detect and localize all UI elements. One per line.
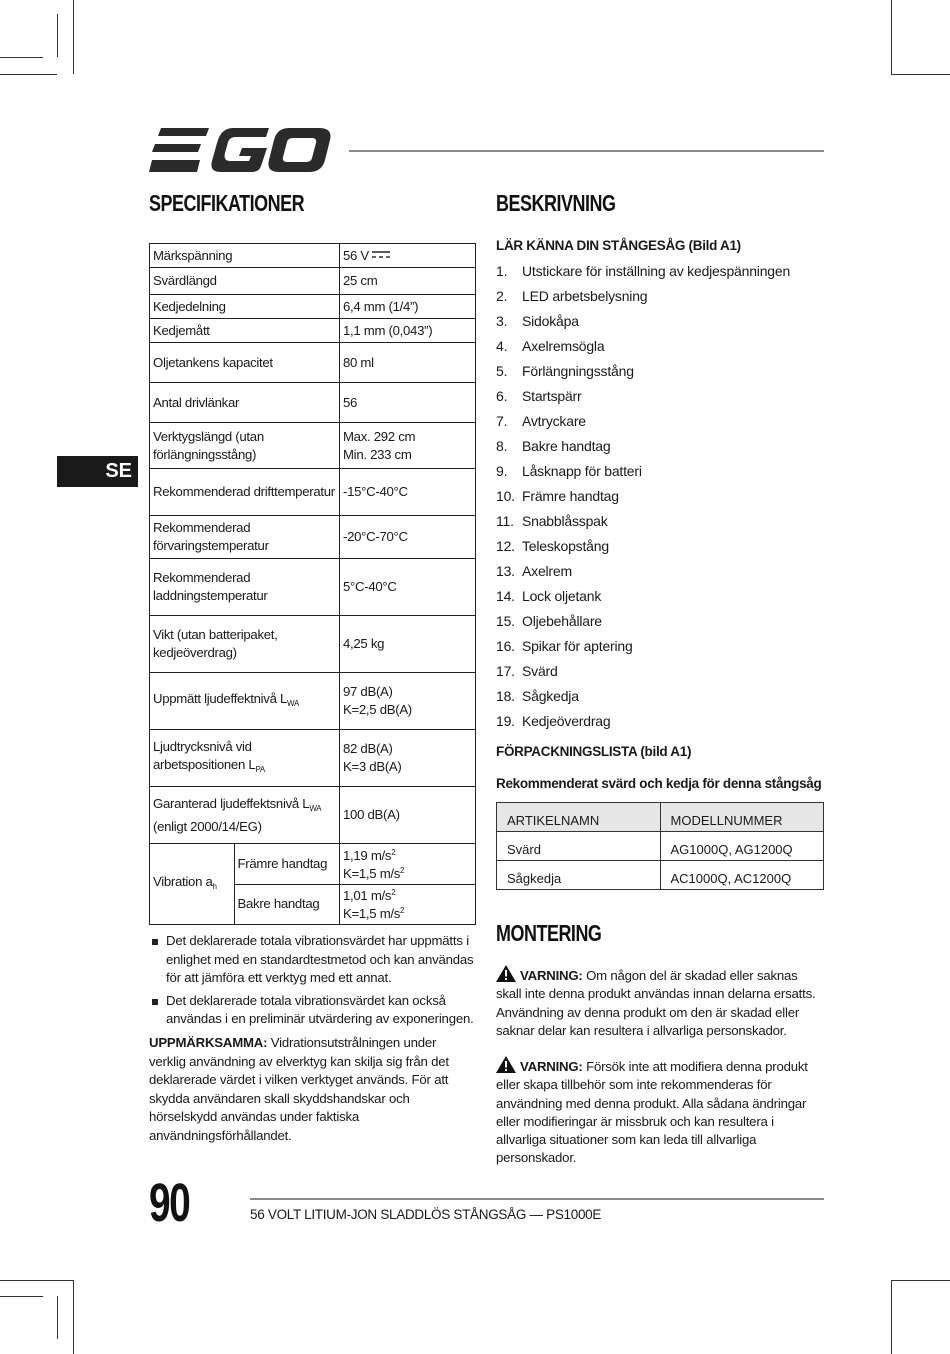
packing-list-title: FÖRPACKNINGSLISTA (bild A1) (496, 744, 692, 759)
vibration-cell (150, 844, 340, 925)
page-number: 90 (149, 1173, 190, 1233)
crop-mark (891, 1280, 892, 1354)
crop-mark (0, 57, 43, 58)
list-item: 18. Sågkedja (496, 688, 579, 704)
list-item: 10. Främre handtag (496, 488, 619, 504)
table-row (150, 383, 476, 423)
footer-title: 56 VOLT LITIUM-JON SLADDLÖS STÅNGSÅG — PS1000E (250, 1207, 602, 1222)
table-row (150, 516, 476, 559)
crop-mark (57, 14, 58, 57)
spec-label: Vikt (utan batteripaket, kedjeöverdrag) (150, 616, 340, 673)
warning-triangle-icon (496, 965, 516, 982)
front-handle-value: 1,19 $m/s^2$ K=1,5 $m/s^2$ (340, 845, 475, 885)
parts-list (496, 259, 790, 734)
table-row (150, 787, 476, 844)
list-item: 1. Utstickare för inställning av kedjespänningen (496, 263, 791, 279)
spec-value: -20°C-70°C (340, 516, 476, 559)
list-item: Det deklarerade totala vibrationsvärdet kan också användas i en preliminär utvärdering av exponeringen. (149, 992, 476, 1029)
language-tab: SE (57, 456, 138, 487)
table-row (150, 343, 476, 383)
dc-symbol-icon (372, 251, 390, 259)
list-item: Det deklarerade totala vibrationsvärdet har uppmätts i enlighet med en standardtestmetod och kan användas för att jämföra ett verktyg med ett annat. (149, 932, 476, 988)
attention-label: UPPMÄRKSAMMA: (149, 1035, 268, 1050)
table-row (150, 616, 476, 673)
vibration-values (340, 844, 476, 925)
table-row (150, 559, 476, 616)
spec-label: Rekommenderad drifttemperatur (150, 469, 340, 516)
spec-value: 5°C-40°C (340, 559, 476, 616)
list-item: 7. Avtryckare (496, 413, 586, 429)
spec-value: 6,4 mm (1/4”) (340, 295, 476, 319)
assembly-heading: MONTERING (496, 920, 602, 946)
crop-mark (73, 1280, 74, 1354)
spec-label: Märkspänning (150, 244, 340, 268)
table-row (150, 268, 476, 295)
spec-value: 25 cm (340, 268, 476, 295)
list-item: 13. Axelrem (496, 563, 572, 579)
table-row (497, 861, 824, 890)
table-row (150, 423, 476, 469)
list-item: 17. Svärd (496, 663, 558, 679)
footer-rule (250, 1198, 824, 1200)
recommended-title: Rekommenderat svärd och kedja för denna stångsåg (496, 776, 822, 791)
list-item: 8. Bakre handtag (496, 438, 611, 454)
table-row (150, 295, 476, 319)
crop-mark (57, 1296, 58, 1339)
list-item: 12. Teleskopstång (496, 538, 609, 554)
crop-mark (891, 74, 950, 75)
table-cell: Svärd (497, 832, 661, 861)
table-row (150, 730, 476, 787)
spec-value: 97 dB(A) K=2,5 dB(A) (340, 673, 476, 730)
spec-label: Rekommenderad laddningstemperatur (150, 559, 340, 616)
crop-mark (891, 1280, 950, 1281)
spec-value: 80 ml (340, 343, 476, 383)
column-header: MODELLNUMMER (660, 803, 824, 832)
warning-triangle-icon (496, 1056, 516, 1073)
warning-label: VARNING: (520, 968, 583, 983)
spec-label: Uppmätt ljudeffektnivå $L_{WA}$ (150, 673, 340, 730)
specifications-heading: SPECIFIKATIONER (149, 190, 305, 216)
table-row (150, 673, 476, 730)
list-item: 14. Lock oljetank (496, 588, 602, 604)
table-cell: AG1000Q, AG1200Q (660, 832, 824, 861)
attention-note: UPPMÄRKSAMMA: Vidrationsutstrålningen under verklig användning av elverktyg kan skilja sig från det deklarerade värdet i vilken verktyget används. För att skydda användaren skall skyddshandskar och hörselskydd användas under faktiska användningsförhållandet. (149, 1035, 449, 1143)
table-row (150, 244, 476, 268)
spec-label: Rekommenderad förvaringstemperatur (150, 516, 340, 559)
spec-label: Ljudtrycksnivå vid arbetspositionen $L_{PA}$ (150, 730, 340, 787)
header-rule (349, 150, 824, 152)
spec-label: Kedjemått (150, 319, 340, 343)
spec-label: Antal drivlänkar (150, 383, 340, 423)
spec-value: 100 dB(A) (340, 787, 476, 844)
list-item: 16. Spikar för aptering (496, 638, 633, 654)
crop-mark (73, 0, 74, 74)
table-row (150, 469, 476, 516)
rear-handle-label: Bakre handtag (237, 896, 320, 912)
article-table (496, 802, 824, 890)
table-row (150, 844, 476, 925)
vibration-notes (149, 932, 476, 1033)
description-subtitle: LÄR KÄNNA DIN STÅNGESÅG (Bild A1) (496, 238, 741, 253)
crop-mark (891, 0, 892, 74)
list-item: 3. Sidokåpa (496, 313, 579, 329)
rear-handle-value: 1,01 $m/s^2$ K=1,5 $m/s^2$ (343, 887, 405, 921)
spec-value: Max. 292 cm Min. 233 cm (340, 423, 476, 469)
spec-value: 4,25 kg (340, 616, 476, 673)
ego-logo (149, 128, 332, 172)
list-item: 6. Startspärr (496, 388, 582, 404)
list-item: 2. LED arbetsbelysning (496, 288, 648, 304)
warning-label: VARNING: (520, 1059, 583, 1074)
table-cell: Sågkedja (497, 861, 661, 890)
spec-label: Garanterad ljudeffektsnivå $L_{WA}$ (enligt 2000/14/EG) (150, 787, 340, 844)
spec-label: Verktygslängd (utan förlängningsstång) (150, 423, 340, 469)
spec-label: Kedjedelning (150, 295, 340, 319)
spec-value: -15°C-40°C (340, 469, 476, 516)
crop-mark (0, 1280, 74, 1281)
spec-value: 56 V (340, 244, 476, 268)
spec-value: 82 dB(A) K=3 dB(A) (340, 730, 476, 787)
list-item: 11. Snabblåsspak (496, 513, 608, 529)
spec-label: Oljetankens kapacitet (150, 343, 340, 383)
crop-mark (0, 74, 57, 75)
table-row (497, 832, 824, 861)
spec-value: 1,1 mm (0,043”) (340, 319, 476, 343)
table-cell: AC1000Q, AC1200Q (660, 861, 824, 890)
column-header: ARTIKELNAMN (497, 803, 661, 832)
list-item: 4. Axelremsögla (496, 338, 605, 354)
warning-2: VARNING: Försök inte att modifiera denna produkt eller skapa tillbehör som inte rekommenderas för användning med denna produkt. Alla sådana ändringar eller modifieringar är missbruk och kan resultera i allvarliga situationer som kan leda till allvarliga personskador. (496, 1056, 826, 1168)
table-header-row (497, 803, 824, 832)
specifications-table (149, 243, 476, 925)
spec-value: 56 (340, 383, 476, 423)
list-item: 9. Låsknapp för batteri (496, 463, 642, 479)
list-item: 15. Oljebehållare (496, 613, 602, 629)
vibration-label: Vibration $a_h$ (150, 844, 234, 924)
crop-mark (0, 1296, 43, 1297)
front-handle-label: Främre handtag (234, 844, 339, 884)
spec-label: Svärdlängd (150, 268, 340, 295)
table-row (150, 319, 476, 343)
list-item: 5. Förlängningsstång (496, 363, 634, 379)
warning-1: VARNING: Om någon del är skadad eller saknas skall inte denna produkt användas innan delarna ersatts. Användning av denna produkt om den är skadad eller saknar delar kan resultera i allvarliga personskador. (496, 965, 826, 1040)
list-item: 19. Kedjeöverdrag (496, 713, 611, 729)
description-heading: BESKRIVNING (496, 190, 616, 216)
